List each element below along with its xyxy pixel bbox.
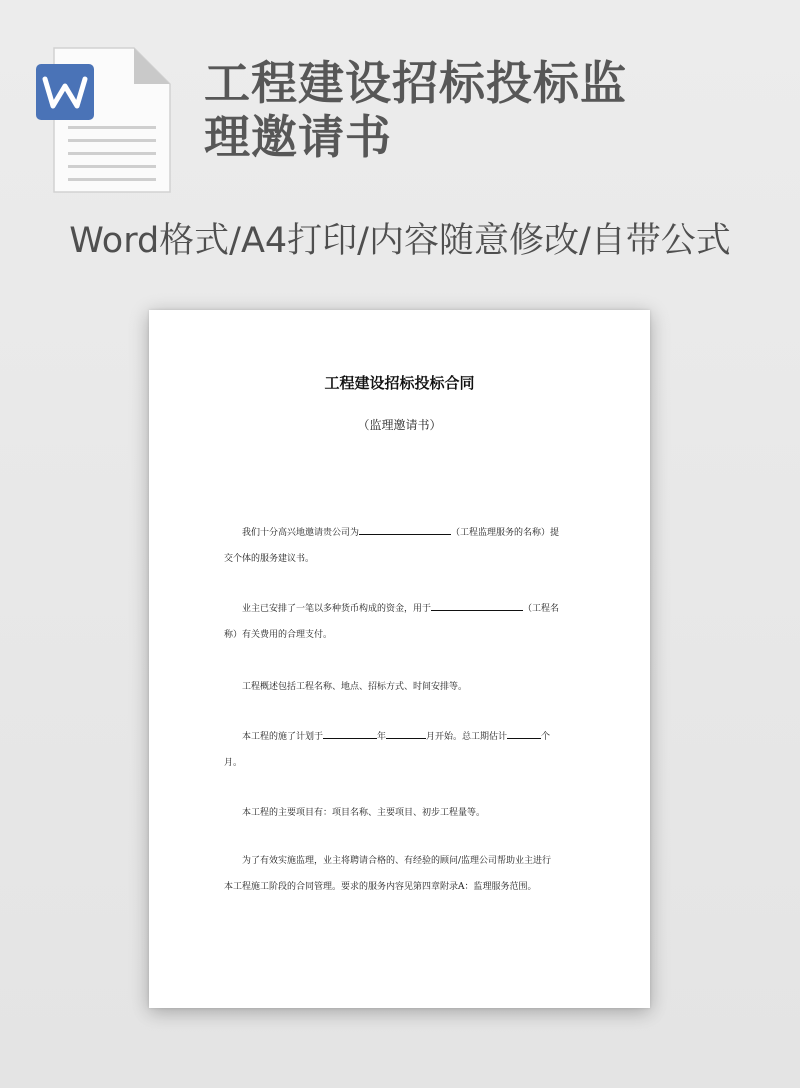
format-subtitle: Word格式/A4打印/内容随意修改/自带公式 [69,221,731,261]
p3-text: 工程概述包括工程名称、地点、招标方式、时间安排等。 [242,682,468,692]
document-subtitle: （监理邀请书） [357,418,442,432]
p4-text-e: 月。 [224,758,243,768]
blank-field [323,728,377,739]
blank-field [431,600,523,611]
paragraph-main-items [224,800,578,826]
page-title [204,56,704,164]
header-banner [0,0,800,290]
p1-text-a: 我们十分高兴地邀请贵公司为 [242,528,360,538]
p2-text-a: 业主已安排了一笔以多种货币构成的资金，用于 [242,604,432,614]
word-document-icon [36,42,172,196]
p4-text-d: 个 [541,732,551,742]
p1-text-b: （工程监理服务的名称）提 [451,528,560,538]
paragraph-funding [224,596,578,648]
document-title: 工程建设招标投标合同 [324,374,475,392]
paragraph-schedule [224,724,578,776]
p6-text-b: 本工程施工阶段的合同管理。要求的服务内容见第四章附录A：监理服务范围。 [224,882,537,892]
paragraph-invitation [224,520,578,572]
paragraph-overview [224,674,578,700]
blank-field [386,728,426,739]
title-line-2: 理邀请书 [204,110,392,164]
p2-text-b: （工程名 [523,604,560,614]
blank-field [507,728,541,739]
p4-text-b: 年 [377,732,387,742]
document-preview-page [149,310,650,1008]
p4-text-a: 本工程的施了计划于 [242,732,324,742]
p6-text-a: 为了有效实施监理，业主将聘请合格的、有经验的顾问/监理公司帮助业主进行 [242,856,552,866]
p4-text-c: 月开始。总工期估计 [426,732,508,742]
p1-text-c: 交个体的服务建议书。 [224,554,315,564]
title-line-1: 工程建设招标投标监 [204,56,627,110]
p2-text-c: 称）有关费用的合理支付。 [224,630,333,640]
p5-text: 本工程的主要项目有：项目名称、主要项目、初步工程量等。 [242,808,486,818]
blank-field [359,524,451,535]
paragraph-supervision [224,848,578,900]
